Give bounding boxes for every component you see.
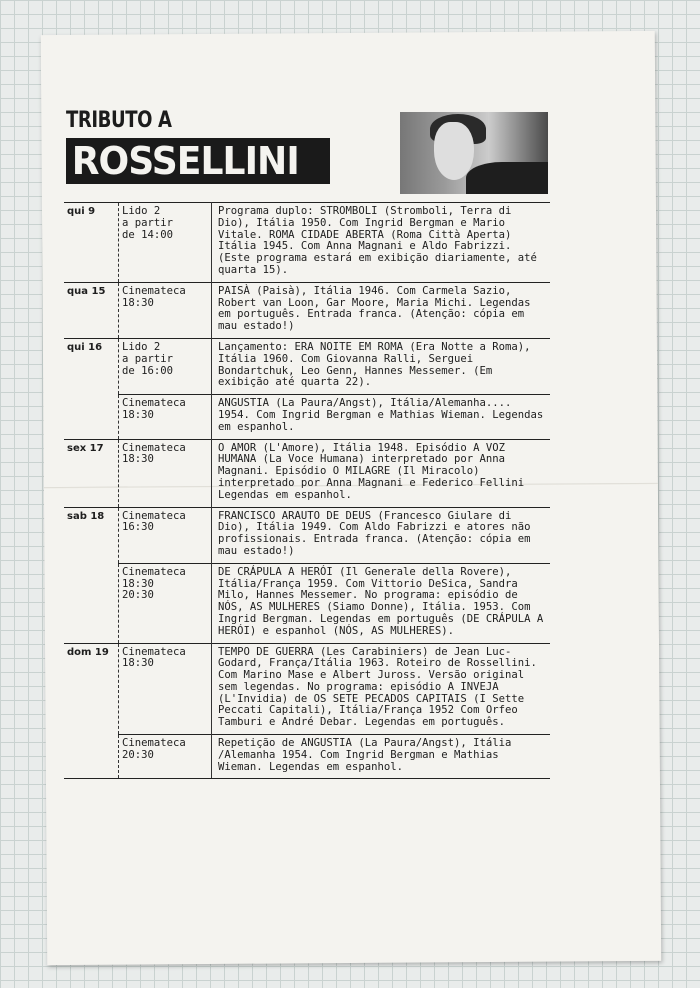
row-day: qui 16 bbox=[64, 338, 119, 394]
schedule-row bbox=[64, 735, 550, 779]
row-description: PAISÀ (Paisà), Itália 1946. Com Carmela Sazio, Robert van Loon, Gar Moore, Maria Michi. Legendas em português. Entrada franca. (Atenção: cópia em mau estado!) bbox=[212, 282, 551, 338]
schedule-row bbox=[64, 203, 550, 283]
row-day bbox=[64, 563, 119, 643]
header-title: ROSSELLINI bbox=[71, 139, 299, 183]
row-day: qui 9 bbox=[64, 203, 119, 283]
row-venue-time: Lido 2 a partir de 14:00 bbox=[119, 203, 212, 283]
row-description: ANGUSTIA (La Paura/Angst), Itália/Alemanha.... 1954. Com Ingrid Bergman e Mathias Wieman. Legendas em espanhol. bbox=[212, 395, 551, 439]
row-description: Programa duplo: STROMBOLI (Stromboli, Terra di Dio), Itália 1950. Com Ingrid Bergman e Mario Vitale. ROMA CIDADE ABERTA (Roma Città Aperta) Itália 1945. Com Anna Magnani e Aldo Fabrizzi. (Este programa estará em exibição diariamente, até quarta 15). bbox=[212, 203, 551, 283]
schedule-row bbox=[64, 563, 550, 643]
schedule-row bbox=[64, 338, 550, 394]
row-day: qua 15 bbox=[64, 282, 119, 338]
portrait-photo bbox=[400, 112, 548, 194]
row-day: sex 17 bbox=[64, 439, 119, 507]
row-venue-time: Lido 2 a partir de 16:00 bbox=[119, 338, 212, 394]
row-day bbox=[64, 395, 119, 439]
row-venue-time: Cinemateca 18:30 bbox=[119, 439, 212, 507]
row-venue-time: Cinemateca 18:30 20:30 bbox=[119, 563, 212, 643]
row-venue-time: Cinemateca 16:30 bbox=[119, 507, 212, 563]
row-day: sab 18 bbox=[64, 507, 119, 563]
schedule-row bbox=[64, 395, 550, 439]
row-description: Lançamento: ERA NOITE EM ROMA (Era Notte a Roma), Itália 1960. Com Giovanna Ralli, Serguei Bondartchuk, Leo Genn, Hannes Messemer. (Em exibição até quarta 22). bbox=[212, 338, 551, 394]
row-description: FRANCISCO ARAUTO DE DEUS (Francesco Giulare di Dio), Itália 1949. Com Aldo Fabrizzi e atores não profissionais. Entrada franca. (Atenção: cópia em mau estado!) bbox=[212, 507, 551, 563]
row-description: DE CRÁPULA A HERÓI (Il Generale della Rovere), Itália/França 1959. Com Vittorio DeSica, Sandra Milo, Hannes Messemer. No programa: episódio de NÓS, AS MULHERES (Siamo Donne), Itália. 1953. Com Ingrid Bergman. Legendas em português (DE CRÁPULA A HERÓI) e espanhol (NÓS, AS MULHERES). bbox=[212, 563, 551, 643]
schedule-row bbox=[64, 282, 550, 338]
header-kicker: TRIBUTO A bbox=[66, 108, 172, 133]
row-day: dom 19 bbox=[64, 643, 119, 735]
row-venue-time: Cinemateca 18:30 bbox=[119, 282, 212, 338]
header-title-bar bbox=[66, 138, 330, 184]
row-venue-time: Cinemateca 20:30 bbox=[119, 735, 212, 779]
schedule-row bbox=[64, 507, 550, 563]
row-description: TEMPO DE GUERRA (Les Carabiniers) de Jean Luc-Godard, França/Itália 1963. Roteiro de Rossellini. Com Marino Mase e Albert Juross. Versão original sem legendas. No programa: episódio A INVEJA (L'Invidia) de OS SETE PECADOS CAPITAIS (I Sette Peccati Capitali), Itália/França 1952 Com Orfeo Tamburi e André Debar. Legendas em português. bbox=[212, 643, 551, 735]
schedule-row bbox=[64, 643, 550, 735]
schedule-table bbox=[64, 202, 550, 779]
row-day bbox=[64, 735, 119, 779]
row-description: Repetição de ANGUSTIA (La Paura/Angst), Itália /Alemanha 1954. Com Ingrid Bergman e Mathias Wieman. Legendas em espanhol. bbox=[212, 735, 551, 779]
row-venue-time: Cinemateca 18:30 bbox=[119, 643, 212, 735]
schedule-row bbox=[64, 439, 550, 507]
row-venue-time: Cinemateca 18:30 bbox=[119, 395, 212, 439]
row-description: O AMOR (L'Amore), Itália 1948. Episódio A VOZ HUMANA (La Voce Humana) interpretado por Anna Magnani. Episódio O MILAGRE (Il Miracolo) interpretado por Anna Magnani e Federico Fellini Legendas em espanhol. bbox=[212, 439, 551, 507]
portrait-shoulder bbox=[466, 162, 548, 194]
